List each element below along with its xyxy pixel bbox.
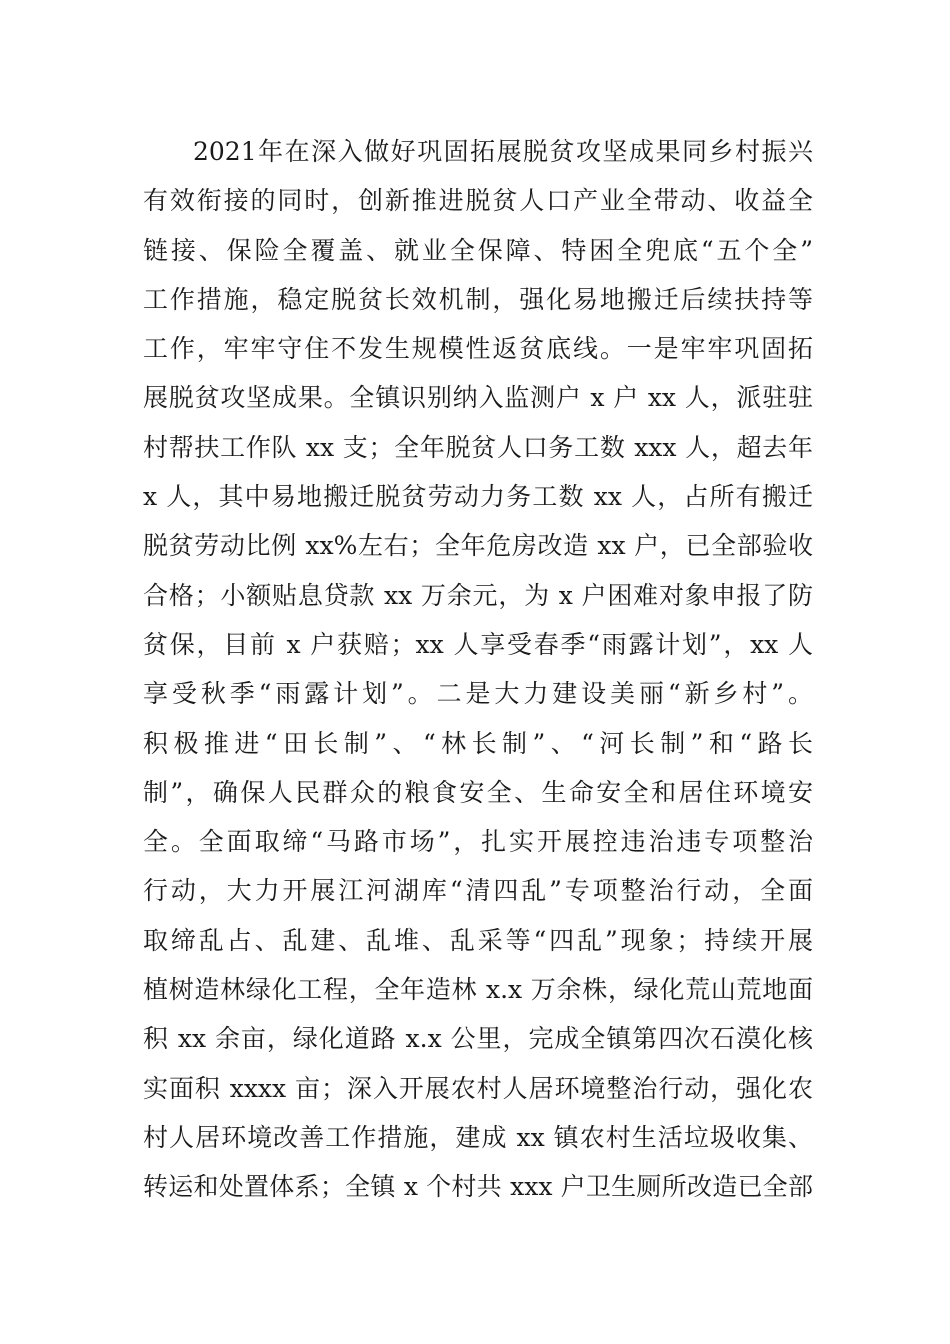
paragraph-line: 链接、保险全覆盖、就业全保障、特困全兜底“五个全” [143,235,813,265]
paragraph-line: 展脱贫攻坚成果。全镇识别纳入监测户 x 户 xx 人，派驻驻 [143,383,813,413]
paragraph-line: 全。全面取缔“马路市场”，扎实开展控违治违专项整治 [143,827,813,857]
paragraph-line: 合格；小额贴息贷款 xx 万余元，为 x 户困难对象申报了防 [143,580,813,610]
paragraph-line: x 人，其中易地搬迁脱贫劳动力务工数 xx 人，占所有搬迁 [143,482,813,512]
paragraph-line: 转运和处置体系；全镇 x 个村共 xxx 户卫生厕所改造已全部 [143,1172,813,1202]
paragraph-line: 制”，确保人民群众的粮食安全、生命安全和居住环境安 [143,777,813,807]
paragraph-line: 实面积 xxxx 亩；深入开展农村人居环境整治行动，强化农 [143,1073,813,1103]
paragraph-line: 工作，牢牢守住不发生规模性返贫底线。一是牢牢巩固拓 [143,334,813,364]
paragraph-line: 取缔乱占、乱建、乱堆、乱采等“四乱”现象；持续开展 [143,925,813,955]
paragraph-line: 行动，大力开展江河湖库“清四乱”专项整治行动，全面 [143,876,813,906]
paragraph-line: 工作措施，稳定脱贫长效机制，强化易地搬迁后续扶持等 [143,284,813,314]
paragraph-line: 贫保，目前 x 户获赔；xx 人享受春季“雨露计划”，xx 人 [143,629,813,659]
paragraph-line: 2021年在深入做好巩固拓展脱贫攻坚成果同乡村振兴 [193,137,813,166]
paragraph-line: 脱贫劳动比例 xx%左右；全年危房改造 xx 户，已全部验收 [143,531,813,561]
paragraph-line: 积极推进“田长制”、“林长制”、“河长制”和“路长 [143,728,813,758]
body-paragraph [143,127,813,1212]
paragraph-line: 植树造林绿化工程，全年造林 x.x 万余株，绿化荒山荒地面 [143,975,813,1005]
paragraph-line: 村人居环境改善工作措施，建成 xx 镇农村生活垃圾收集、 [143,1122,813,1152]
paragraph-line: 村帮扶工作队 xx 支；全年脱贫人口务工数 xxx 人，超去年 [143,432,813,462]
paragraph-line: 有效衔接的同时，创新推进脱贫人口产业全带动、收益全 [143,186,813,216]
paragraph-line: 享受秋季“雨露计划”。二是大力建设美丽“新乡村”。 [143,679,813,709]
paragraph-line: 积 xx 余亩，绿化道路 x.x 公里，完成全镇第四次石漠化核 [143,1024,813,1054]
